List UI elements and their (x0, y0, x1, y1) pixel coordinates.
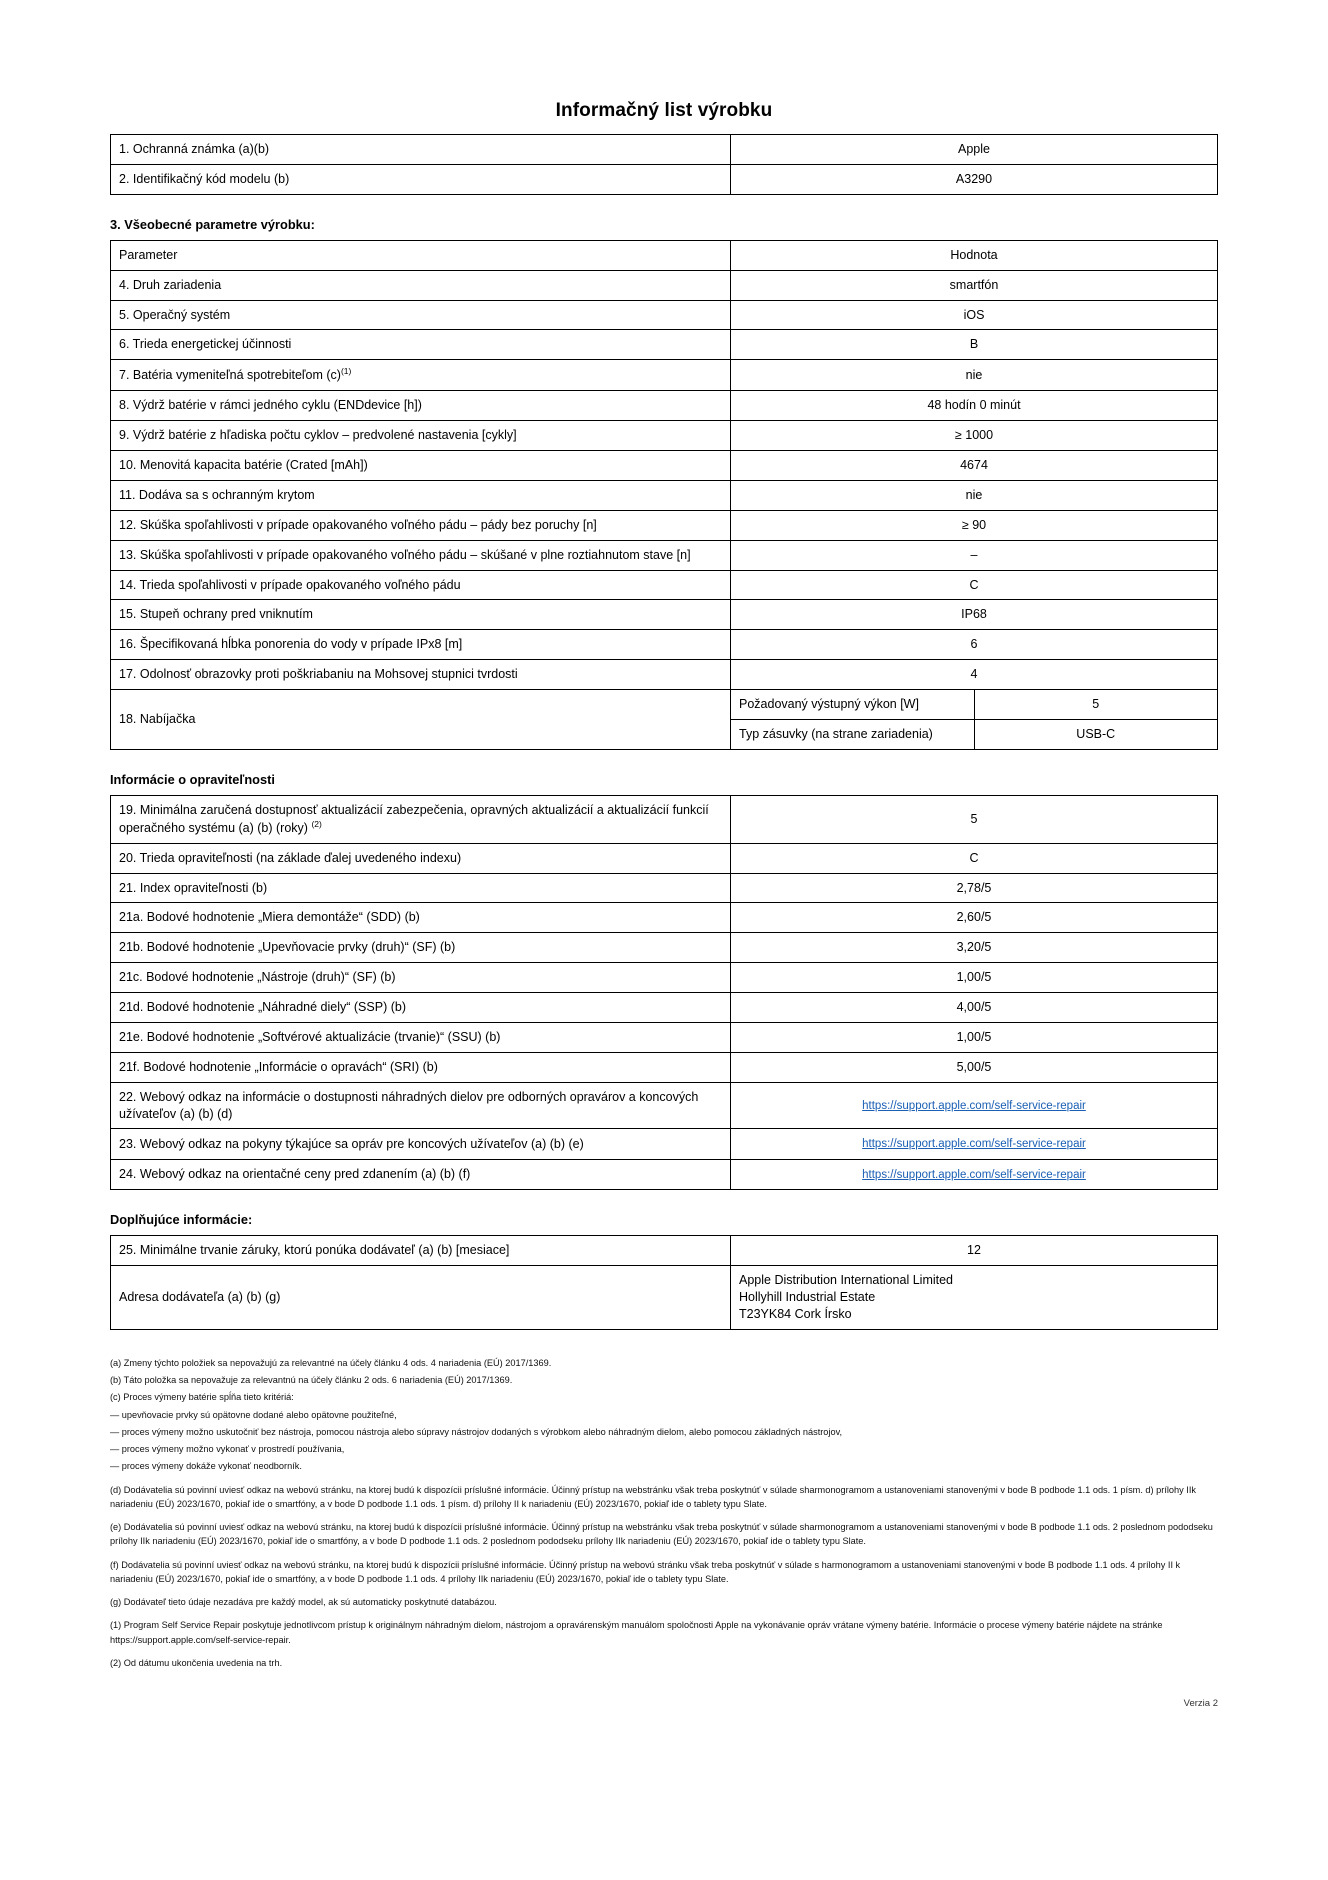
table-row (111, 903, 1218, 933)
row-label: 22. Webový odkaz na informácie o dostupnosti náhradných dielov pre odborných opravárov a koncových užívateľov (a) (b) (d) (111, 1082, 731, 1129)
footnote-marker: (1) (340, 366, 352, 377)
model-code-label: 2. Identifikačný kód modelu (b) (111, 164, 731, 194)
trademark-label: 1. Ochranná známka (a)(b) (111, 135, 731, 165)
table-header-row (111, 240, 1218, 270)
footnote: — proces výmeny možno vykonať v prostredí používania, (110, 1444, 345, 1455)
row-value: 2,78/5 (731, 873, 1218, 903)
row-value: C (731, 843, 1218, 873)
table-row (111, 421, 1218, 451)
row-value: 1,00/5 (731, 1022, 1218, 1052)
row-value: smartfón (731, 270, 1218, 300)
row-value: nie (731, 360, 1218, 391)
row-label-with-footnote (111, 360, 731, 391)
row-value: 6 (731, 630, 1218, 660)
row-label: 4. Druh zariadenia (111, 270, 731, 300)
column-header-parameter: Parameter (111, 240, 731, 270)
row-label: 17. Odolnosť obrazovky proti poškriabaniu na Mohsovej stupnici tvrdosti (111, 660, 731, 690)
row-label: 21b. Bodové hodnotenie „Upevňovacie prvky (druh)“ (SF) (b) (111, 933, 731, 963)
charger-label: 18. Nabíjačka (111, 690, 731, 750)
address-line: Apple Distribution International Limited (739, 1273, 954, 1288)
row-value: iOS (731, 300, 1218, 330)
repair-instructions-link[interactable]: https://support.apple.com/self-service-repair (862, 1138, 1086, 1151)
footnote: (d) Dodávatelia sú povinní uviesť odkaz na webovú stránku, na ktorej budú k dispozícii príslušné informácie. Účinný prístup na webstránku však treba poskytnúť v súlade sharmonogramom a ustanoveniami stanovenými v bode B podbode 1.1 ods. 1 písm. d) prílohy IIk nariadeniu (EÚ) 2023/1670, pokiaľ ide o smartfóny, a v bode D podbode 1.1 ods. 1 písm. d) prílohy II k nariadeniu (EÚ) 2023/1670, pokiaľ ide o tablety typu Slate. (110, 1484, 1196, 1509)
supplier-address-value (731, 1266, 1218, 1330)
table-row (111, 1236, 1218, 1266)
row-value: – (731, 540, 1218, 570)
footnote: (c) Proces výmeny batérie spĺňa tieto kritériá: (110, 1392, 294, 1403)
row-value: ≥ 1000 (731, 421, 1218, 451)
table-row (111, 135, 1218, 165)
address-line: T23YK84 Cork Írsko (739, 1307, 852, 1322)
footnote: (1) Program Self Service Repair poskytuje jednotlivcom prístup k originálnym náhradným dielom, nástrojom a opravárenským manuálom spoločnosti Apple na vykonávanie opráv vrátane výmeny batérie. Informácie o procese výmeny batérie nájdete na stránke https://support.apple.com/self-service-repair. (110, 1620, 1163, 1645)
row-label: 5. Operačný systém (111, 300, 731, 330)
table-row (111, 843, 1218, 873)
table-row (111, 540, 1218, 570)
row-label: 10. Menovitá kapacita batérie (Crated [mAh]) (111, 451, 731, 481)
row-label: 11. Dodáva sa s ochranným krytom (111, 480, 731, 510)
row-label: 24. Webový odkaz na orientačné ceny pred zdanením (a) (b) (f) (111, 1159, 731, 1190)
row-label: 6. Trieda energetickej účinnosti (111, 330, 731, 360)
table-row (111, 300, 1218, 330)
document-version: Verzia 2 (1183, 1698, 1218, 1710)
warranty-value: 12 (731, 1236, 1218, 1266)
general-parameters-table (110, 240, 1218, 750)
row-value: 4,00/5 (731, 993, 1218, 1023)
trademark-value: Apple (731, 135, 1218, 165)
table-row (111, 630, 1218, 660)
row-label: 21f. Bodové hodnotenie „Informácie o opravách“ (SRI) (b) (111, 1052, 731, 1082)
row-label: 19. Minimálna zaručená dostupnosť aktualizácií zabezpečenia, opravných aktualizácií a aktualizácií funkcií operačného systému (a) (b) (roky) (119, 802, 709, 835)
row-label-with-footnote (111, 795, 731, 843)
row-label: 20. Trieda opraviteľnosti (na základe ďalej uvedeného indexu) (111, 843, 731, 873)
row-label: 15. Stupeň ochrany pred vniknutím (111, 600, 731, 630)
address-line: Hollyhill Industrial Estate (739, 1290, 876, 1305)
row-value: IP68 (731, 600, 1218, 630)
table-row (111, 600, 1218, 630)
column-header-value: Hodnota (731, 240, 1218, 270)
table-row (111, 164, 1218, 194)
row-value (731, 1159, 1218, 1190)
table-row (111, 660, 1218, 690)
footnote-marker: (2) (311, 818, 322, 829)
row-label: 14. Trieda spoľahlivosti v prípade opakovaného voľného pádu (111, 570, 731, 600)
charger-sub-value: USB-C (974, 719, 1218, 749)
indicative-prices-link[interactable]: https://support.apple.com/self-service-repair (862, 1168, 1086, 1181)
table-row (111, 795, 1218, 843)
table-row (111, 330, 1218, 360)
repairability-heading: Informácie o opraviteľnosti (110, 771, 275, 787)
row-value (731, 1082, 1218, 1129)
table-row (111, 270, 1218, 300)
row-label: 21c. Bodové hodnotenie „Nástroje (druh)“ (SF) (b) (111, 963, 731, 993)
row-label: 21a. Bodové hodnotenie „Miera demontáže“ (SDD) (b) (111, 903, 731, 933)
supplier-address-label: Adresa dodávateľa (a) (b) (g) (111, 1266, 731, 1330)
footnotes (110, 1356, 1218, 1670)
row-label: 13. Skúška spoľahlivosti v prípade opakovaného voľného pádu – skúšané v plne roztiahnutom stave [n] (111, 540, 731, 570)
row-label: 23. Webový odkaz na pokyny týkajúce sa opráv pre koncových užívateľov (a) (b) (e) (111, 1129, 731, 1160)
row-value: 48 hodín 0 minút (731, 391, 1218, 421)
row-label: 8. Výdrž batérie v rámci jedného cyklu (ENDdevice [h]) (111, 391, 731, 421)
table-row (111, 1129, 1218, 1160)
warranty-label: 25. Minimálne trvanie záruky, ktorú ponúka dodávateľ (a) (b) [mesiace] (111, 1236, 731, 1266)
table-row (111, 391, 1218, 421)
footnote: (e) Dodávatelia sú povinní uviesť odkaz na webovú stránku, na ktorej budú k dispozícii príslušné informácie. Účinný prístup na webstránku však treba poskytnúť v súlade sharmonogramom a ustanoveniami stanovenými v bode B podbode 1.1 ods. 2 poslednom pododseku prílohy IIk nariadeniu (EÚ) 2023/1670, pokiaľ ide o smartfóny, a v bode D podbode 1.1 ods. 2 poslednom pododseku prílohy IIk nariadeniu (EÚ) 2023/1670, pokiaľ ide o tablety typu Slate. (110, 1522, 1213, 1547)
footnote: (f) Dodávatelia sú povinní uviesť odkaz na webovú stránku, na ktorej budú k dispozícii príslušné informácie. Účinný prístup na webovú stránku však treba poskytnúť v súlade s harmonogramom a ustanoveniami stanovenými v bode B podbode 1.1 ods. 4 prílohy II k nariadeniu (EÚ) 2023/1670, pokiaľ ide o smartfóny, a v bode D podbode 1.1 ods. 4 prílohy IIk nariadeniu (EÚ) 2023/1670, pokiaľ ide o tablety typu Slate. (110, 1559, 1181, 1584)
repairability-table (110, 795, 1218, 1191)
table-row (111, 1159, 1218, 1190)
table-row (111, 480, 1218, 510)
table-row (111, 993, 1218, 1023)
additional-information-table (110, 1235, 1218, 1330)
footnote: (2) Od dátumu ukončenia uvedenia na trh. (110, 1657, 283, 1668)
row-value: 4674 (731, 451, 1218, 481)
row-label: 21d. Bodové hodnotenie „Náhradné diely“ (SSP) (b) (111, 993, 731, 1023)
row-value (731, 1129, 1218, 1160)
row-value: ≥ 90 (731, 510, 1218, 540)
charger-row-power (111, 690, 1218, 720)
row-value: 2,60/5 (731, 903, 1218, 933)
footnote: — upevňovacie prvky sú opätovne dodané alebo opätovne použiteľné, (110, 1409, 397, 1420)
additional-information-heading: Doplňujúce informácie: (110, 1212, 253, 1228)
table-row (111, 451, 1218, 481)
table-row (111, 570, 1218, 600)
table-row (111, 1022, 1218, 1052)
row-label: 7. Batéria vymeniteľná spotrebiteľom (c) (119, 368, 341, 383)
footnote: (a) Zmeny týchto položiek sa nepovažujú za relevantné na účely článku 4 ods. 4 nariadenia (EÚ) 2017/1369. (110, 1357, 552, 1368)
row-value: 1,00/5 (731, 963, 1218, 993)
table-row (111, 1266, 1218, 1330)
page-title: Informačný list výrobku (555, 100, 773, 121)
spare-parts-link[interactable]: https://support.apple.com/self-service-repair (862, 1099, 1086, 1112)
row-value: 5,00/5 (731, 1052, 1218, 1082)
table-row (111, 1052, 1218, 1082)
table-row (111, 873, 1218, 903)
row-value: 3,20/5 (731, 933, 1218, 963)
charger-sub-label: Požadovaný výstupný výkon [W] (731, 690, 975, 720)
model-code-value: A3290 (731, 164, 1218, 194)
charger-sub-value: 5 (974, 690, 1218, 720)
row-value: 5 (731, 795, 1218, 843)
row-value: 4 (731, 660, 1218, 690)
row-value: C (731, 570, 1218, 600)
charger-sub-label: Typ zásuvky (na strane zariadenia) (731, 719, 975, 749)
row-label: 21. Index opraviteľnosti (b) (111, 873, 731, 903)
row-value: B (731, 330, 1218, 360)
table-row (111, 510, 1218, 540)
footnote: — proces výmeny možno uskutočniť bez nástroja, pomocou nástroja alebo súpravy nástrojov dodaných s výrobkom alebo náhradným dielom, alebo pomocou základných nástrojov, (110, 1426, 843, 1437)
table-row (111, 963, 1218, 993)
identification-table (110, 134, 1218, 195)
row-label: 16. Špecifikovaná hĺbka ponorenia do vody v prípade IPx8 [m] (111, 630, 731, 660)
table-row (111, 933, 1218, 963)
row-label: 12. Skúška spoľahlivosti v prípade opakovaného voľného pádu – pády bez poruchy [n] (111, 510, 731, 540)
row-label: 9. Výdrž batérie z hľadiska počtu cyklov – predvolené nastavenia [cykly] (111, 421, 731, 451)
general-parameters-heading: 3. Všeobecné parametre výrobku: (110, 216, 315, 232)
footnote: — proces výmeny dokáže vykonať neodborník. (110, 1461, 302, 1472)
row-value: nie (731, 480, 1218, 510)
footnote: (b) Táto položka sa nepovažuje za relevantnú na účely článku 2 ods. 6 nariadenia (EÚ) 2017/1369. (110, 1375, 513, 1386)
table-row (111, 360, 1218, 391)
table-row (111, 1082, 1218, 1129)
row-label: 21e. Bodové hodnotenie „Softvérové aktualizácie (trvanie)“ (SSU) (b) (111, 1022, 731, 1052)
footnote: (g) Dodávateľ tieto údaje nezadáva pre každý model, ak sú automaticky poskytnuté databázou. (110, 1597, 497, 1608)
